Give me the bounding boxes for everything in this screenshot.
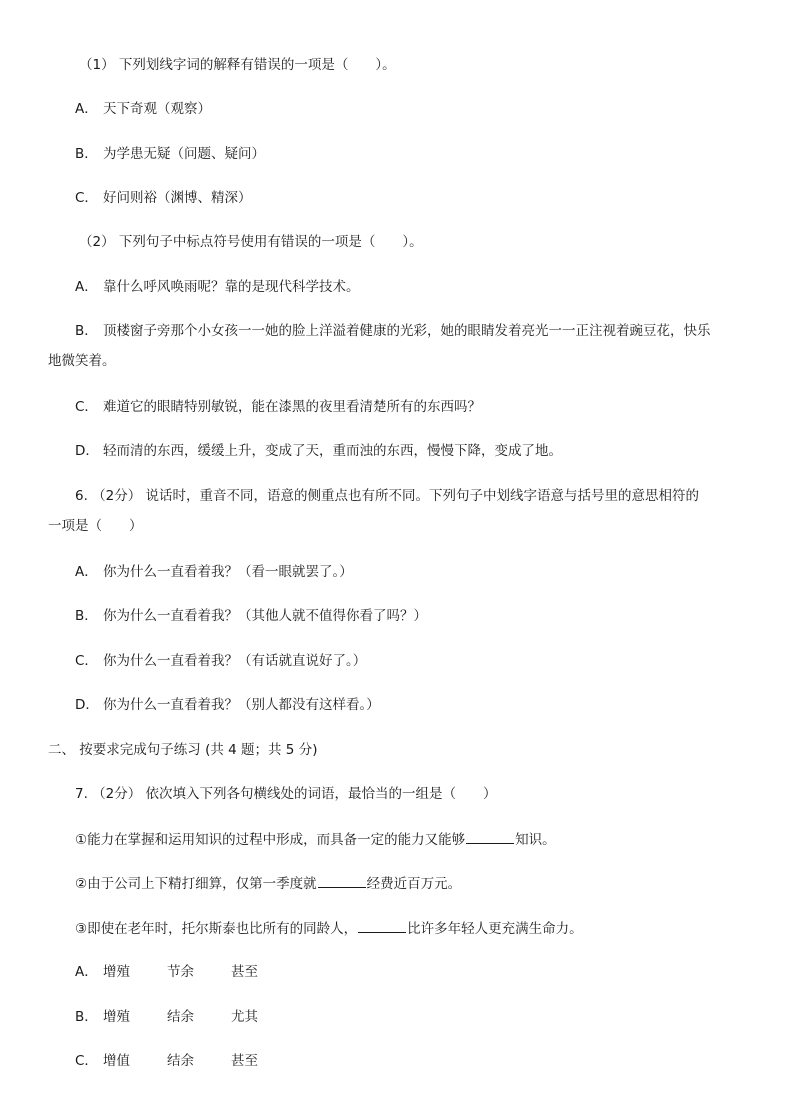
option-a[interactable] [75,562,353,582]
sentence-text: ①能力在掌握和运用知识的过程中形成，而具备一定的能力又能够 [75,832,466,848]
option-c[interactable] [75,188,252,208]
option-word-1: 增值 [103,1053,130,1069]
question-stem-continuation: 一项是（ ） [48,518,143,534]
option-text: 轻而清的东西，缓缓上升，变成了天，重而浊的东西，慢慢下降，变成了地。 [103,443,562,459]
option-word-3: 甚至 [231,1053,258,1069]
sentence-text: ③即使在老年时，托尔斯泰也比所有的同龄人， [75,921,358,937]
option-text: 你为什么一直看着我？（有话就直说好了。） [103,653,367,669]
fill-blank[interactable] [318,873,366,888]
option-letter: B． [75,1009,98,1025]
option-d[interactable] [75,441,562,461]
option-letter: D． [75,697,99,713]
option-text: 顶楼窗子旁那个小女孩一一她的脸上洋溢着健康的光彩，她的眼睛发着亮光一一正注视着豌豆花，快乐 [103,323,711,339]
option-word-2: 结余 [167,1053,194,1069]
option-letter: C． [75,399,98,415]
sentence-text: 比许多年轻人更充满生命力。 [407,921,583,937]
question-stem: （1） 下列划线字词的解释有错误的一项是（ ）。 [79,57,396,73]
question-stem: 7. （2分） 依次填入下列各句横线处的词语，最恰当的一组是（ ） [75,786,497,802]
option-letter: C． [75,1053,98,1069]
option-letter: A． [75,279,98,295]
option-c[interactable] [75,397,481,417]
option-letter: C． [75,653,98,669]
option-word-1: 增殖 [103,1009,130,1025]
option-letter: B． [75,608,98,624]
option-letter: A． [75,964,98,980]
option-text: 靠什么呼风唤雨呢？靠的是现代科学技术。 [103,279,360,295]
option-word-1: 增殖 [103,964,130,980]
option-b[interactable] [75,144,265,164]
option-a[interactable] [75,277,360,297]
option-word-2: 节余 [167,964,194,980]
option-letter: B． [75,323,98,339]
fill-sentence-1 [75,829,556,850]
option-text: 天下奇观（观察） [103,101,211,117]
sentence-text: 知识。 [515,832,556,848]
option-b[interactable] [75,1007,258,1027]
sentence-text: ②由于公司上下精打细算，仅第一季度就 [75,876,317,892]
option-text: 为学患无疑（问题、疑问） [103,146,265,162]
option-text: 好问则裕（渊博、精深） [103,190,252,206]
option-b-continuation: 地微笑着。 [48,353,116,369]
question-stem: 6. （2分） 说话时，重音不同，语意的侧重点也有所不同。下列句子中划线字语意与括号里的意思相符的 [75,488,700,504]
option-a[interactable] [75,99,211,119]
option-word-2: 结余 [167,1009,194,1025]
option-d[interactable] [75,695,380,715]
option-c[interactable] [75,1051,258,1071]
option-text: 你为什么一直看着我？（看一眼就罢了。） [103,564,353,580]
option-b[interactable] [75,606,427,626]
option-letter: D． [75,443,99,459]
question-stem: （2） 下列句子中标点符号使用有错误的一项是（ ）。 [79,234,423,250]
option-word-3: 尤其 [231,1009,258,1025]
option-text: 你为什么一直看着我？（别人都没有这样看。） [103,697,380,713]
option-text: 你为什么一直看着我？（其他人就不值得你看了吗？） [103,608,427,624]
option-text: 难道它的眼睛特别敏锐，能在漆黑的夜里看清楚所有的东西吗？ [103,399,481,415]
fill-sentence-3 [75,918,583,939]
option-letter: A． [75,101,98,117]
option-letter: A． [75,564,98,580]
option-c[interactable] [75,651,366,671]
option-letter: C． [75,190,98,206]
option-b[interactable] [75,321,711,341]
option-letter: B． [75,146,98,162]
option-word-3: 甚至 [231,964,258,980]
section-heading: 二、 按要求完成句子练习 (共 4 题；共 5 分) [48,742,318,758]
fill-blank[interactable] [466,829,514,844]
option-a[interactable] [75,962,258,982]
fill-sentence-2 [75,873,461,894]
fill-blank[interactable] [358,918,406,933]
sentence-text: 经费近百万元。 [366,876,462,892]
